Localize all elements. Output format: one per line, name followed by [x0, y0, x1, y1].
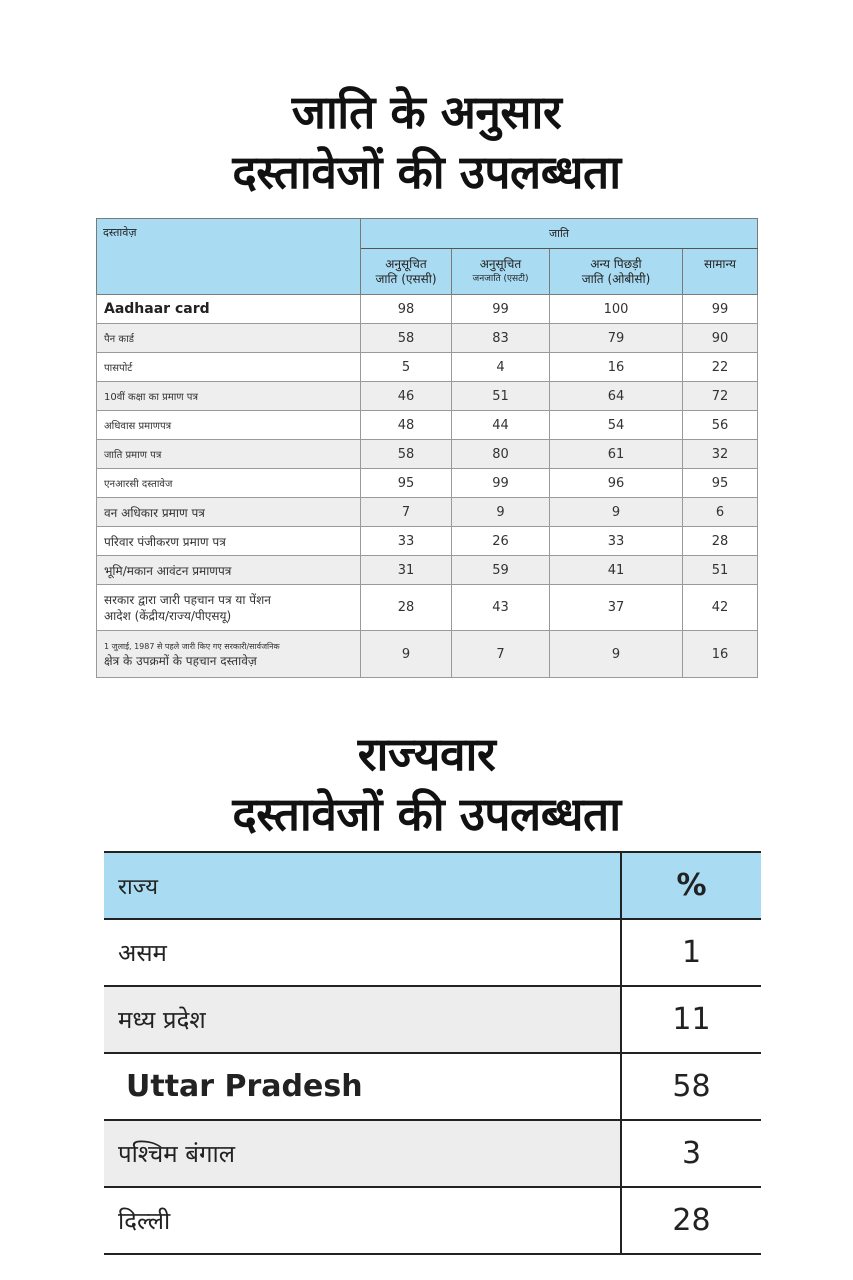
table-row — [97, 498, 758, 527]
value-cell: 56 — [683, 411, 758, 440]
document-name-cell — [97, 585, 361, 631]
state-name-cell: असम — [104, 919, 621, 986]
table-row — [97, 324, 758, 353]
table-row — [97, 440, 758, 469]
value-cell: 7 — [361, 498, 452, 527]
document-name-cell: एनआरसी दस्तावेज — [97, 469, 361, 498]
value-cell: 5 — [361, 353, 452, 382]
value-cell: 99 — [683, 295, 758, 324]
column-header-line1: अन्य पिछड़ी — [590, 256, 642, 271]
value-cell: 95 — [361, 469, 452, 498]
value-cell: 54 — [550, 411, 683, 440]
table-row — [97, 411, 758, 440]
value-cell: 58 — [361, 324, 452, 353]
value-cell: 9 — [550, 631, 683, 678]
document-name-cell: पैन कार्ड — [97, 324, 361, 353]
value-cell: 80 — [452, 440, 550, 469]
column-header-sc — [361, 249, 452, 295]
value-cell: 99 — [452, 295, 550, 324]
value-cell: 31 — [361, 556, 452, 585]
value-cell: 59 — [452, 556, 550, 585]
table-row — [97, 631, 758, 678]
value-cell: 7 — [452, 631, 550, 678]
value-cell: 96 — [550, 469, 683, 498]
state-percent-cell: 58 — [621, 1053, 761, 1120]
document-name-cell: अधिवास प्रमाणपत्र — [97, 411, 361, 440]
document-name-line2: क्षेत्र के उपक्रमों के पहचान दस्तावेज़ — [104, 654, 257, 668]
caste-document-table — [96, 218, 758, 678]
state-percent-cell: 1 — [621, 919, 761, 986]
document-name-cell: परिवार पंजीकरण प्रमाण पत्र — [97, 527, 361, 556]
table-row — [104, 1053, 761, 1120]
value-cell: 95 — [683, 469, 758, 498]
column-header-line1: सामान्य — [704, 257, 737, 271]
value-cell: 9 — [452, 498, 550, 527]
value-cell: 51 — [452, 382, 550, 411]
document-name-line1: सरकार द्वारा जारी पहचान पत्र या पेंशन — [104, 592, 271, 607]
table-row — [97, 527, 758, 556]
state-percent-cell: 3 — [621, 1120, 761, 1187]
column-header-line1: अनुसूचित — [385, 256, 427, 271]
table-row — [97, 382, 758, 411]
value-cell: 48 — [361, 411, 452, 440]
state-document-table — [104, 851, 761, 1255]
value-cell: 26 — [452, 527, 550, 556]
document-name-cell: वन अधिकार प्रमाण पत्र — [97, 498, 361, 527]
caste-section-title — [0, 82, 853, 202]
value-cell: 16 — [683, 631, 758, 678]
value-cell: 44 — [452, 411, 550, 440]
document-name-cell: Aadhaar card — [97, 295, 361, 324]
value-cell: 9 — [550, 498, 683, 527]
document-column-header: दस्तावेज़ — [97, 219, 361, 295]
column-header-line2: जाति (एससी) — [375, 271, 437, 286]
value-cell: 33 — [550, 527, 683, 556]
value-cell: 4 — [452, 353, 550, 382]
value-cell: 9 — [361, 631, 452, 678]
caste-title-line1: जाति के अनुसार — [291, 85, 562, 139]
state-percent-cell: 28 — [621, 1187, 761, 1254]
state-percent-cell: 11 — [621, 986, 761, 1053]
state-section-title — [0, 724, 853, 844]
table-row — [104, 919, 761, 986]
percent-column-header: % — [621, 852, 761, 919]
value-cell: 6 — [683, 498, 758, 527]
table-row — [104, 986, 761, 1053]
column-header-general — [683, 249, 758, 295]
table-row — [97, 585, 758, 631]
value-cell: 33 — [361, 527, 452, 556]
value-cell: 51 — [683, 556, 758, 585]
document-name-line1: 1 जुलाई, 1987 से पहले जारी किए गए सरकारी/सार्वजनिक — [104, 642, 280, 651]
value-cell: 83 — [452, 324, 550, 353]
column-header-line2: जनजाति (एसटी) — [472, 273, 529, 284]
value-cell: 79 — [550, 324, 683, 353]
table-row — [97, 556, 758, 585]
document-name-cell — [97, 631, 361, 678]
value-cell: 61 — [550, 440, 683, 469]
value-cell: 72 — [683, 382, 758, 411]
value-cell: 28 — [683, 527, 758, 556]
document-name-line2: आदेश (केंद्रीय/राज्य/पीएसयू) — [104, 608, 232, 623]
value-cell: 58 — [361, 440, 452, 469]
value-cell: 46 — [361, 382, 452, 411]
document-name-cell: जाति प्रमाण पत्र — [97, 440, 361, 469]
value-cell: 37 — [550, 585, 683, 631]
state-name-cell: मध्य प्रदेश — [104, 986, 621, 1053]
value-cell: 41 — [550, 556, 683, 585]
caste-title-line2: दस्तावेजों की उपलब्धता — [232, 145, 621, 199]
table-row — [97, 469, 758, 498]
value-cell: 98 — [361, 295, 452, 324]
document-name-cell: 10वीं कक्षा का प्रमाण पत्र — [97, 382, 361, 411]
value-cell: 64 — [550, 382, 683, 411]
column-header-obc — [550, 249, 683, 295]
value-cell: 16 — [550, 353, 683, 382]
column-header-st — [452, 249, 550, 295]
value-cell: 99 — [452, 469, 550, 498]
document-name-cell: पासपोर्ट — [97, 353, 361, 382]
table-row — [97, 295, 758, 324]
table-row — [104, 1120, 761, 1187]
value-cell: 43 — [452, 585, 550, 631]
column-header-line2: जाति (ओबीसी) — [581, 271, 651, 286]
table-row — [104, 1187, 761, 1254]
value-cell: 32 — [683, 440, 758, 469]
state-title-line2: दस्तावेजों की उपलब्धता — [232, 787, 621, 841]
document-name-cell: भूमि/मकान आवंटन प्रमाणपत्र — [97, 556, 361, 585]
caste-group-header: जाति — [361, 219, 758, 249]
state-column-header: राज्य — [104, 852, 621, 919]
column-header-line1: अनुसूचित — [479, 256, 522, 271]
table-row — [97, 353, 758, 382]
state-name-cell: पश्चिम बंगाल — [104, 1120, 621, 1187]
value-cell: 90 — [683, 324, 758, 353]
state-title-line1: राज्यवार — [357, 727, 496, 781]
state-name-cell: दिल्ली — [104, 1187, 621, 1254]
state-name-cell: Uttar Pradesh — [104, 1053, 621, 1120]
value-cell: 28 — [361, 585, 452, 631]
value-cell: 100 — [550, 295, 683, 324]
value-cell: 42 — [683, 585, 758, 631]
value-cell: 22 — [683, 353, 758, 382]
